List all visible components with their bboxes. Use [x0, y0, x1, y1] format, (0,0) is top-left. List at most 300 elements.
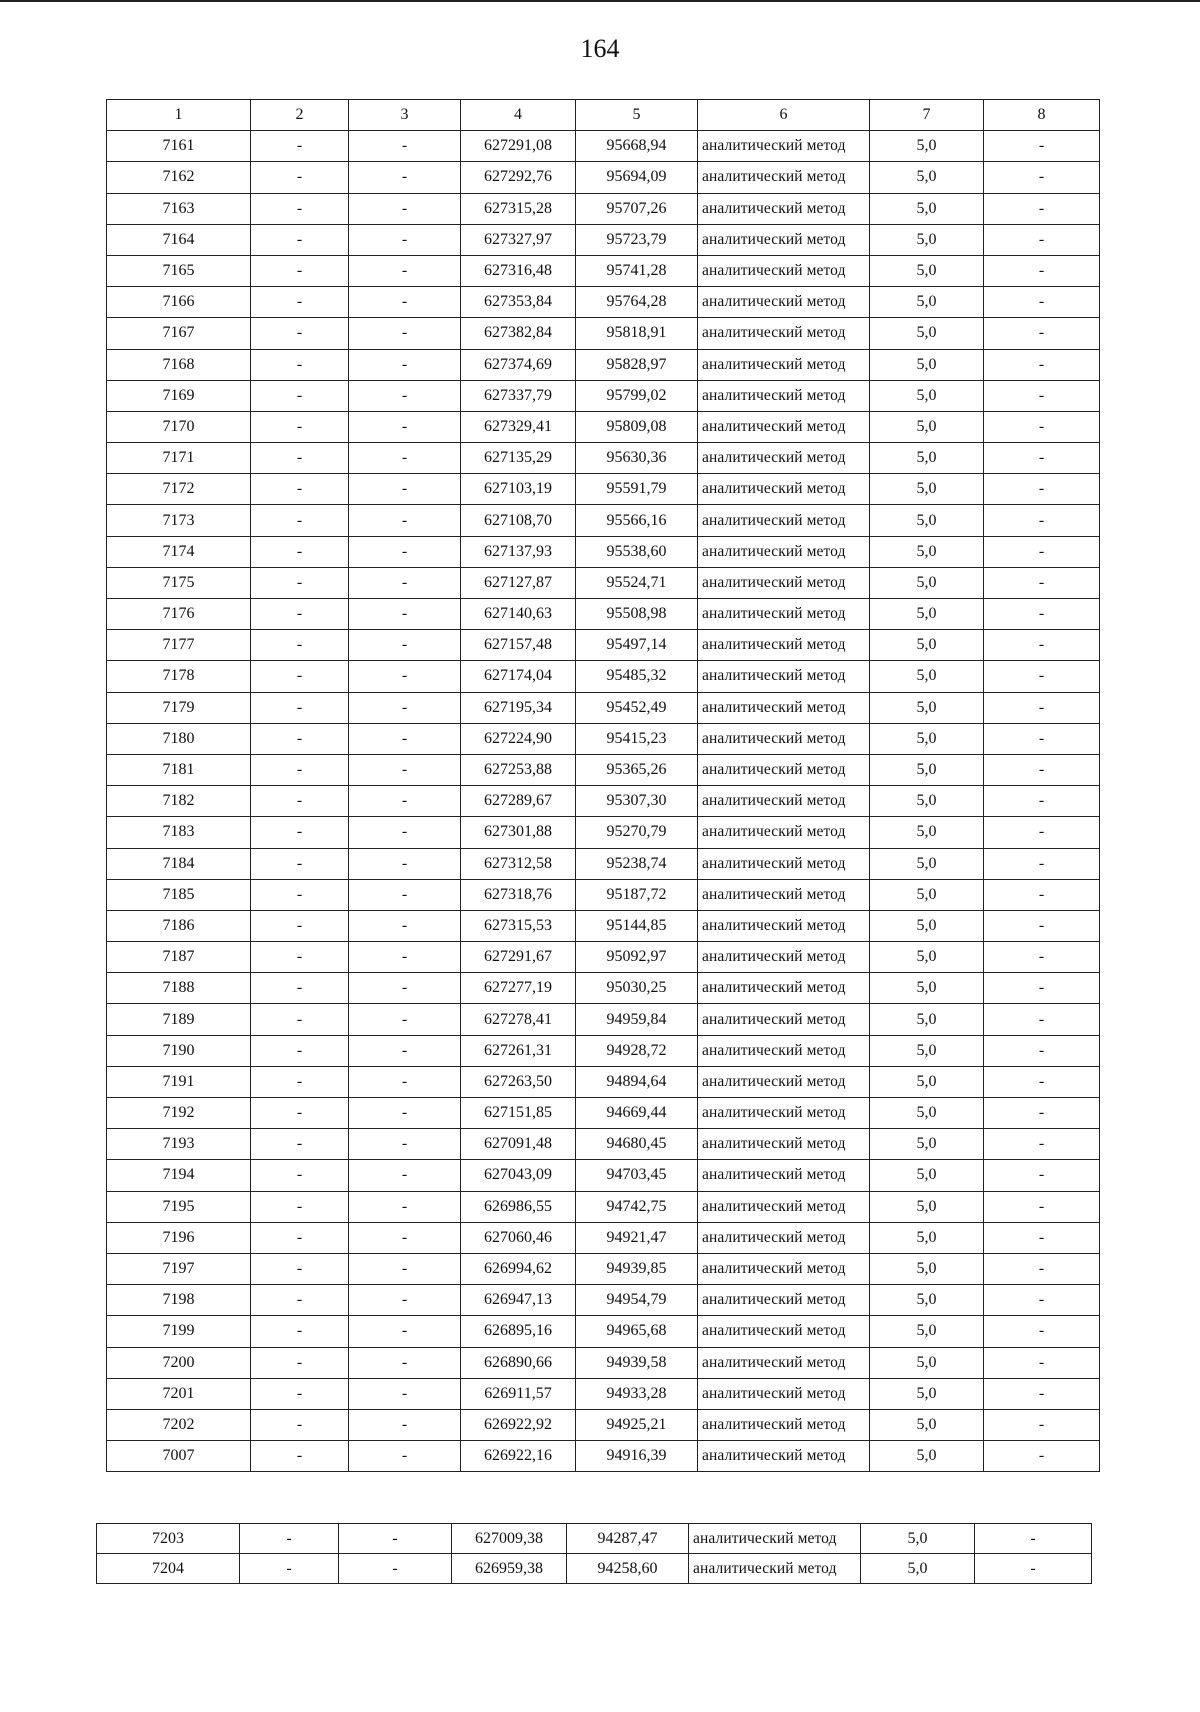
- table-row: [107, 973, 1100, 1004]
- table-cell: 627291,08: [461, 131, 576, 162]
- table-cell: 5,0: [870, 1035, 984, 1066]
- table-cell: -: [984, 1129, 1100, 1160]
- table-cell: аналитический метод: [698, 1222, 870, 1253]
- table-cell: 5,0: [870, 505, 984, 536]
- table-cell: 95307,30: [576, 786, 698, 817]
- table-cell: -: [251, 131, 349, 162]
- table-cell: 94703,45: [576, 1160, 698, 1191]
- table-cell: -: [251, 1035, 349, 1066]
- table-cell: -: [251, 1441, 349, 1472]
- table-cell: 7204: [97, 1554, 240, 1584]
- table-cell: -: [251, 536, 349, 567]
- table-cell: -: [984, 692, 1100, 723]
- table-cell: 627374,69: [461, 349, 576, 380]
- table-cell: 5,0: [870, 1222, 984, 1253]
- table-row: [97, 1554, 1092, 1584]
- table-cell: -: [349, 1441, 461, 1472]
- table-cell: 626959,38: [452, 1554, 567, 1584]
- table-cell: аналитический метод: [698, 536, 870, 567]
- table-cell: аналитический метод: [698, 973, 870, 1004]
- table-cell: 627312,58: [461, 848, 576, 879]
- table-cell: -: [251, 817, 349, 848]
- table-row: [107, 536, 1100, 567]
- table-cell: -: [984, 1441, 1100, 1472]
- table-cell: 627043,09: [461, 1160, 576, 1191]
- table-cell: аналитический метод: [698, 599, 870, 630]
- column-header: 3: [349, 100, 461, 131]
- table-cell: -: [984, 942, 1100, 973]
- table-row: [107, 1066, 1100, 1097]
- table-cell: -: [251, 443, 349, 474]
- table-row: [107, 505, 1100, 536]
- table-cell: аналитический метод: [698, 1066, 870, 1097]
- table-cell: 626994,62: [461, 1253, 576, 1284]
- table-cell: аналитический метод: [698, 1253, 870, 1284]
- table-cell: аналитический метод: [698, 692, 870, 723]
- table-cell: 95741,28: [576, 255, 698, 286]
- table-cell: 95238,74: [576, 848, 698, 879]
- table-cell: аналитический метод: [698, 786, 870, 817]
- table-cell: 5,0: [870, 193, 984, 224]
- table-row: [107, 131, 1100, 162]
- table-cell: 626947,13: [461, 1285, 576, 1316]
- table-cell: -: [984, 1191, 1100, 1222]
- table-row: [107, 1316, 1100, 1347]
- coordinates-table: [106, 99, 1100, 1472]
- table-cell: -: [984, 1253, 1100, 1284]
- table-cell: -: [984, 193, 1100, 224]
- table-cell: 95764,28: [576, 287, 698, 318]
- table-cell: 5,0: [870, 1316, 984, 1347]
- table-cell: аналитический метод: [698, 1129, 870, 1160]
- table-cell: -: [349, 193, 461, 224]
- table-cell: 5,0: [870, 786, 984, 817]
- table-cell: -: [984, 1378, 1100, 1409]
- table-cell: 5,0: [870, 692, 984, 723]
- table-cell: 95030,25: [576, 973, 698, 1004]
- table-cell: -: [349, 817, 461, 848]
- table-cell: -: [349, 1409, 461, 1440]
- table-cell: 627382,84: [461, 318, 576, 349]
- table-cell: 5,0: [870, 443, 984, 474]
- table-cell: 5,0: [870, 879, 984, 910]
- table-cell: 7184: [107, 848, 251, 879]
- table-cell: -: [349, 224, 461, 255]
- table-cell: аналитический метод: [698, 1316, 870, 1347]
- top-border-line: [0, 0, 1200, 2]
- table-cell: -: [984, 848, 1100, 879]
- table-row: [107, 723, 1100, 754]
- table-cell: аналитический метод: [698, 1409, 870, 1440]
- table-cell: 7193: [107, 1129, 251, 1160]
- table-cell: 5,0: [870, 630, 984, 661]
- table-row: [107, 599, 1100, 630]
- table-cell: -: [251, 1409, 349, 1440]
- table-cell: 95524,71: [576, 567, 698, 598]
- table-row: [107, 879, 1100, 910]
- table-cell: 5,0: [870, 1191, 984, 1222]
- table-cell: 5,0: [870, 1066, 984, 1097]
- table-cell: 95828,97: [576, 349, 698, 380]
- table-cell: 95485,32: [576, 661, 698, 692]
- table-cell: -: [349, 380, 461, 411]
- table-cell: -: [349, 1253, 461, 1284]
- table-cell: -: [984, 505, 1100, 536]
- table-cell: 5,0: [870, 599, 984, 630]
- table-cell: -: [251, 942, 349, 973]
- table-cell: аналитический метод: [698, 1191, 870, 1222]
- table-cell: 627263,50: [461, 1066, 576, 1097]
- table-cell: 5,0: [870, 942, 984, 973]
- table-cell: аналитический метод: [698, 193, 870, 224]
- table-cell: -: [251, 1285, 349, 1316]
- table-cell: -: [251, 411, 349, 442]
- table-cell: -: [349, 505, 461, 536]
- table-cell: -: [984, 474, 1100, 505]
- table-cell: -: [251, 349, 349, 380]
- table-row: [107, 692, 1100, 723]
- table-cell: -: [349, 318, 461, 349]
- table-cell: -: [984, 349, 1100, 380]
- table-cell: 94928,72: [576, 1035, 698, 1066]
- table-cell: -: [349, 973, 461, 1004]
- table-cell: аналитический метод: [698, 349, 870, 380]
- table-cell: аналитический метод: [698, 162, 870, 193]
- table-cell: -: [349, 692, 461, 723]
- table-cell: 5,0: [861, 1524, 975, 1554]
- table-cell: аналитический метод: [698, 630, 870, 661]
- table-cell: аналитический метод: [698, 879, 870, 910]
- table-cell: -: [984, 723, 1100, 754]
- table-cell: 7196: [107, 1222, 251, 1253]
- table-cell: 627127,87: [461, 567, 576, 598]
- table-cell: 5,0: [870, 1285, 984, 1316]
- table-cell: 627091,48: [461, 1129, 576, 1160]
- table-cell: -: [349, 1347, 461, 1378]
- table-cell: 5,0: [870, 1160, 984, 1191]
- table-cell: 627157,48: [461, 630, 576, 661]
- table-cell: 95415,23: [576, 723, 698, 754]
- table-cell: 94680,45: [576, 1129, 698, 1160]
- table-cell: -: [349, 131, 461, 162]
- table-cell: 5,0: [870, 474, 984, 505]
- table-cell: 626890,66: [461, 1347, 576, 1378]
- table-cell: 5,0: [870, 1441, 984, 1472]
- table-cell: -: [251, 567, 349, 598]
- table-cell: -: [251, 1098, 349, 1129]
- table-cell: -: [984, 567, 1100, 598]
- table-cell: 627353,84: [461, 287, 576, 318]
- table-row: [107, 786, 1100, 817]
- table-cell: 627174,04: [461, 661, 576, 692]
- table-cell: 94894,64: [576, 1066, 698, 1097]
- table-cell: -: [251, 973, 349, 1004]
- table-cell: 7177: [107, 630, 251, 661]
- table-cell: 5,0: [870, 1253, 984, 1284]
- table-cell: 94933,28: [576, 1378, 698, 1409]
- table-row: [107, 1347, 1100, 1378]
- table-cell: -: [984, 599, 1100, 630]
- table-cell: аналитический метод: [698, 1160, 870, 1191]
- table-cell: 95723,79: [576, 224, 698, 255]
- table-row: [107, 1160, 1100, 1191]
- table-cell: аналитический метод: [698, 754, 870, 785]
- table-row: [107, 661, 1100, 692]
- table-cell: -: [251, 255, 349, 286]
- table-cell: 95270,79: [576, 817, 698, 848]
- table-cell: 7161: [107, 131, 251, 162]
- table-cell: -: [349, 786, 461, 817]
- table-cell: 5,0: [870, 817, 984, 848]
- table-cell: 627137,93: [461, 536, 576, 567]
- table-cell: -: [251, 1222, 349, 1253]
- table-cell: аналитический метод: [698, 723, 870, 754]
- table-cell: -: [984, 630, 1100, 661]
- table-cell: -: [339, 1554, 452, 1584]
- table-row: [107, 1129, 1100, 1160]
- table-cell: 7178: [107, 661, 251, 692]
- table-cell: -: [251, 1378, 349, 1409]
- table-cell: 5,0: [870, 910, 984, 941]
- table-cell: 95630,36: [576, 443, 698, 474]
- table-row: [107, 1191, 1100, 1222]
- table-cell: -: [984, 255, 1100, 286]
- table-cell: 94921,47: [576, 1222, 698, 1253]
- table-cell: аналитический метод: [698, 848, 870, 879]
- table-cell: 5,0: [870, 1098, 984, 1129]
- table-cell: 7195: [107, 1191, 251, 1222]
- table-cell: -: [349, 1066, 461, 1097]
- table-cell: аналитический метод: [698, 411, 870, 442]
- table-cell: -: [349, 630, 461, 661]
- table-cell: 7173: [107, 505, 251, 536]
- table-row: [97, 1524, 1092, 1554]
- table-cell: -: [251, 786, 349, 817]
- table-cell: -: [984, 1066, 1100, 1097]
- table-cell: 7181: [107, 754, 251, 785]
- table-cell: -: [984, 224, 1100, 255]
- column-header: 2: [251, 100, 349, 131]
- coordinates-table-continuation: [96, 1523, 1092, 1584]
- table-cell: 626922,92: [461, 1409, 576, 1440]
- table-cell: 95092,97: [576, 942, 698, 973]
- table-cell: -: [349, 255, 461, 286]
- table-cell: 5,0: [870, 754, 984, 785]
- table-cell: 7199: [107, 1316, 251, 1347]
- table-cell: аналитический метод: [698, 474, 870, 505]
- table-cell: аналитический метод: [689, 1554, 861, 1584]
- table-cell: 627261,31: [461, 1035, 576, 1066]
- table-cell: -: [349, 754, 461, 785]
- table-cell: 5,0: [870, 848, 984, 879]
- table-cell: 5,0: [861, 1554, 975, 1584]
- table-cell: аналитический метод: [698, 505, 870, 536]
- table-row: [107, 910, 1100, 941]
- table-cell: 95566,16: [576, 505, 698, 536]
- table-cell: 627318,76: [461, 879, 576, 910]
- table-cell: -: [251, 505, 349, 536]
- table-cell: 94669,44: [576, 1098, 698, 1129]
- table-cell: 5,0: [870, 255, 984, 286]
- table-cell: 5,0: [870, 973, 984, 1004]
- table-row: [107, 1441, 1100, 1472]
- table-cell: 7200: [107, 1347, 251, 1378]
- table-cell: 627316,48: [461, 255, 576, 286]
- table-cell: -: [984, 536, 1100, 567]
- table-cell: 5,0: [870, 224, 984, 255]
- table-cell: 7194: [107, 1160, 251, 1191]
- table-cell: -: [251, 1347, 349, 1378]
- table-cell: 5,0: [870, 1378, 984, 1409]
- table-cell: -: [240, 1554, 339, 1584]
- table-cell: 7186: [107, 910, 251, 941]
- table-cell: 7198: [107, 1285, 251, 1316]
- table-cell: 5,0: [870, 287, 984, 318]
- table-cell: 94939,58: [576, 1347, 698, 1378]
- table-cell: -: [975, 1524, 1092, 1554]
- table-cell: -: [251, 723, 349, 754]
- table-cell: -: [984, 1222, 1100, 1253]
- table-cell: -: [349, 1222, 461, 1253]
- table-cell: -: [251, 1316, 349, 1347]
- table-cell: -: [349, 879, 461, 910]
- table-cell: 94959,84: [576, 1004, 698, 1035]
- table-cell: -: [984, 162, 1100, 193]
- table-cell: -: [251, 1129, 349, 1160]
- column-header: 6: [698, 100, 870, 131]
- table-row: [107, 567, 1100, 598]
- table-cell: -: [349, 287, 461, 318]
- table-cell: 94954,79: [576, 1285, 698, 1316]
- table-row: [107, 162, 1100, 193]
- table-cell: аналитический метод: [698, 1004, 870, 1035]
- table-cell: 95452,49: [576, 692, 698, 723]
- table-cell: 7176: [107, 599, 251, 630]
- table-cell: 95694,09: [576, 162, 698, 193]
- table-cell: 7174: [107, 536, 251, 567]
- table-cell: -: [251, 754, 349, 785]
- table-cell: -: [975, 1554, 1092, 1584]
- table-cell: 627108,70: [461, 505, 576, 536]
- table-cell: -: [240, 1524, 339, 1554]
- table-cell: -: [349, 1129, 461, 1160]
- table-cell: -: [984, 318, 1100, 349]
- table-cell: -: [251, 318, 349, 349]
- table-cell: 5,0: [870, 411, 984, 442]
- table-cell: 627224,90: [461, 723, 576, 754]
- table-cell: -: [349, 599, 461, 630]
- table-cell: -: [984, 380, 1100, 411]
- table-cell: 7172: [107, 474, 251, 505]
- table-cell: -: [984, 131, 1100, 162]
- table-cell: 94925,21: [576, 1409, 698, 1440]
- table-cell: 627329,41: [461, 411, 576, 442]
- table-cell: 626911,57: [461, 1378, 576, 1409]
- table-cell: -: [984, 786, 1100, 817]
- table-cell: -: [251, 380, 349, 411]
- table-cell: 94965,68: [576, 1316, 698, 1347]
- table-cell: 627292,76: [461, 162, 576, 193]
- table-cell: 627291,67: [461, 942, 576, 973]
- table-cell: 627151,85: [461, 1098, 576, 1129]
- table-cell: 95818,91: [576, 318, 698, 349]
- table-cell: 7203: [97, 1524, 240, 1554]
- table-cell: 95144,85: [576, 910, 698, 941]
- table-cell: 7191: [107, 1066, 251, 1097]
- table-row: [107, 1035, 1100, 1066]
- table-cell: -: [349, 848, 461, 879]
- table-cell: 627009,38: [452, 1524, 567, 1554]
- table-row: [107, 1222, 1100, 1253]
- table-cell: аналитический метод: [698, 255, 870, 286]
- table-cell: -: [349, 1191, 461, 1222]
- table-row: [107, 817, 1100, 848]
- table-cell: аналитический метод: [698, 443, 870, 474]
- table-cell: 5,0: [870, 1409, 984, 1440]
- table-cell: 7165: [107, 255, 251, 286]
- table-cell: 7192: [107, 1098, 251, 1129]
- table-cell: -: [349, 443, 461, 474]
- table-cell: 5,0: [870, 1004, 984, 1035]
- table-row: [107, 287, 1100, 318]
- table-cell: 5,0: [870, 380, 984, 411]
- table-cell: 627103,19: [461, 474, 576, 505]
- table-cell: 5,0: [870, 536, 984, 567]
- table-cell: 5,0: [870, 318, 984, 349]
- column-header: 8: [984, 100, 1100, 131]
- table-cell: 7188: [107, 973, 251, 1004]
- table-cell: 627315,53: [461, 910, 576, 941]
- table-cell: аналитический метод: [698, 567, 870, 598]
- table-cell: -: [984, 1160, 1100, 1191]
- table-cell: 94742,75: [576, 1191, 698, 1222]
- table-cell: -: [984, 1316, 1100, 1347]
- table-cell: 5,0: [870, 661, 984, 692]
- table-cell: 5,0: [870, 723, 984, 754]
- table-cell: 627195,34: [461, 692, 576, 723]
- table-cell: -: [251, 162, 349, 193]
- table-cell: 7163: [107, 193, 251, 224]
- table-cell: 95707,26: [576, 193, 698, 224]
- table-cell: 5,0: [870, 349, 984, 380]
- table-cell: 7185: [107, 879, 251, 910]
- table-cell: 7189: [107, 1004, 251, 1035]
- table-cell: 7179: [107, 692, 251, 723]
- table-cell: -: [349, 1378, 461, 1409]
- table-cell: 627327,97: [461, 224, 576, 255]
- table-cell: 7167: [107, 318, 251, 349]
- table-cell: аналитический метод: [698, 1378, 870, 1409]
- table-cell: 627301,88: [461, 817, 576, 848]
- table-cell: -: [339, 1524, 452, 1554]
- table-cell: -: [349, 567, 461, 598]
- table-cell: 95668,94: [576, 131, 698, 162]
- table-cell: 7007: [107, 1441, 251, 1472]
- column-header: 7: [870, 100, 984, 131]
- table-cell: -: [251, 1160, 349, 1191]
- table-cell: 7162: [107, 162, 251, 193]
- table-cell: 627278,41: [461, 1004, 576, 1035]
- table-cell: -: [251, 1066, 349, 1097]
- table-row: [107, 1253, 1100, 1284]
- table-row: [107, 224, 1100, 255]
- table-cell: 95508,98: [576, 599, 698, 630]
- table-row: [107, 1004, 1100, 1035]
- table-cell: аналитический метод: [698, 1098, 870, 1129]
- table-cell: 5,0: [870, 131, 984, 162]
- table-row: [107, 1378, 1100, 1409]
- table-cell: -: [984, 817, 1100, 848]
